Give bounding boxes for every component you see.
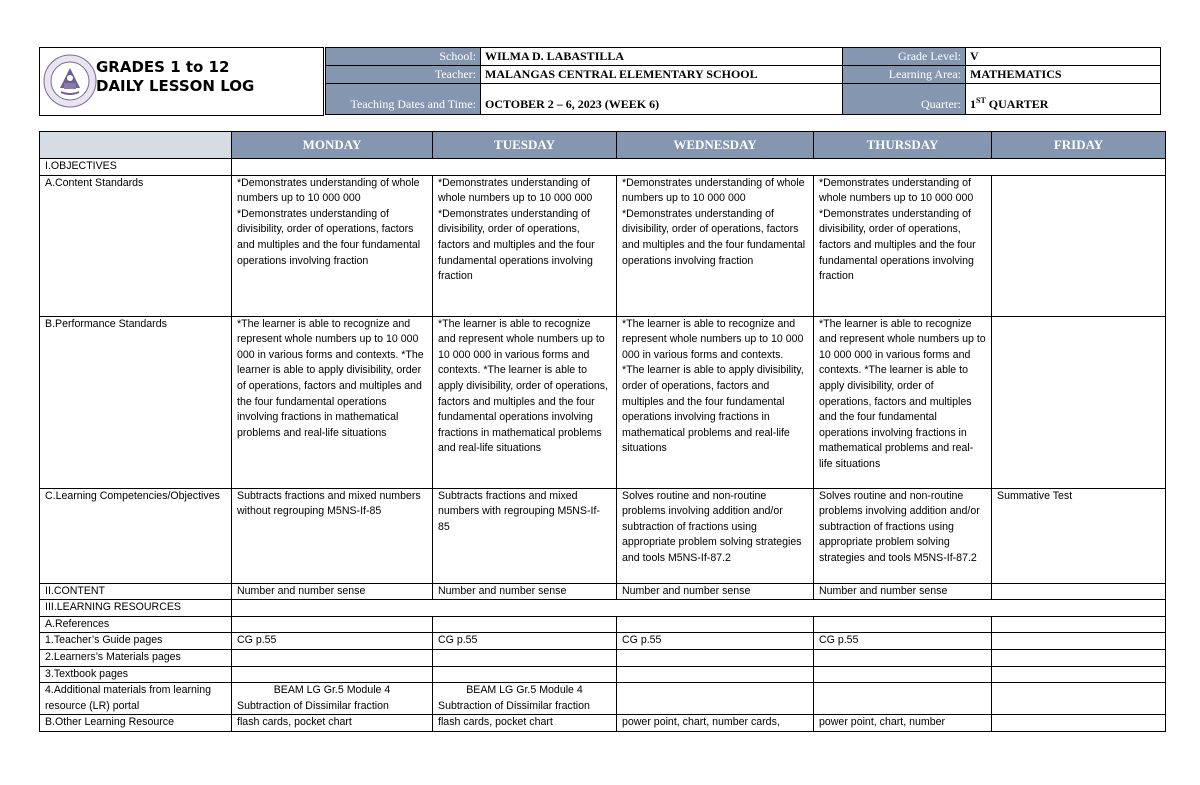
performance-standards-friday [992,316,1166,488]
content-monday: Number and number sense [232,583,433,600]
grade-level-value: V [966,48,1161,66]
learners-materials-wednesday [617,649,814,666]
learners-materials-monday [232,649,433,666]
content-standards-friday [992,175,1166,316]
other-resource-tuesday: flash cards, pocket chart [433,715,617,732]
quarter-ordinal-suffix: ST [976,96,986,105]
competencies-wednesday: Solves routine and non-routine problems involving addition and/or subtraction of fractions using appropriate problem solving strategies and tools M5NS-If-87.2 [617,488,814,583]
references-wednesday [617,616,814,633]
learners-materials-tuesday [433,649,617,666]
other-resource-label: B.Other Learning Resource [40,715,232,732]
teachers-guide-tuesday: CG p.55 [433,633,617,650]
performance-standards-tuesday: *The learner is able to recognize and represent whole numbers up to 10 000 000 in various forms and contexts. *The learner is able to apply divisibility, order of operations, factors and multiples and the four fundamental operations involving fractions in mathematical problems and real-life situations [433,316,617,488]
other-resource-monday: flash cards, pocket chart [232,715,433,732]
additional-materials-monday [232,683,433,715]
additional-materials-thursday [814,683,992,715]
grade-level-label: Grade Level: [843,48,966,66]
teacher-value: MALANGAS CENTRAL ELEMENTARY SCHOOL [481,66,843,84]
doc-title-line1: GRADES 1 to 12 [96,58,230,76]
day-header-wednesday: WEDNESDAY [617,132,814,159]
references-label: A.References [40,616,232,633]
additional-materials-tuesday-line1: BEAM LG Gr.5 Module 4 [466,684,583,697]
textbook-label: 3.Textbook pages [40,666,232,683]
teaching-dates-label: Teaching Dates and Time: [326,84,481,115]
content-standards-wednesday: *Demonstrates understanding of whole numbers up to 10 000 000 *Demonstrates understanding of divisibility, order of operations, factors and multiples and the four fundamental operations involving fraction [617,175,814,316]
competencies-thursday: Solves routine and non-routine problems involving addition and/or subtraction of fractions using appropriate problem solving strategies and tools M5NS-If-87.2 [814,488,992,583]
day-header-tuesday: TUESDAY [433,132,617,159]
info-table [325,47,1161,115]
content-friday [992,583,1166,600]
additional-materials-monday-line1: BEAM LG Gr.5 Module 4 [273,684,391,697]
additional-materials-label: 4.Additional materials from learning resource (LR) portal [40,683,232,715]
learning-area-label: Learning Area: [843,66,966,84]
objectives-label: I.OBJECTIVES [40,159,232,176]
references-thursday [814,616,992,633]
header-title-box [39,47,324,116]
doc-title-line2: DAILY LESSON LOG [96,77,255,95]
content-standards-tuesday: *Demonstrates understanding of whole numbers up to 10 000 000 *Demonstrates understanding of divisibility, order of operations, factors and multiples and the four fundamental operations involving fraction [433,175,617,316]
content-standards-thursday: *Demonstrates understanding of whole numbers up to 10 000 000 *Demonstrates understanding of divisibility, order of operations, factors and multiples and the four fundamental operations involving fraction [814,175,992,316]
corner-header-cell [40,132,232,159]
teachers-guide-label: 1.Teacher’s Guide pages [40,633,232,650]
quarter-number: 1 [970,97,976,111]
other-resource-wednesday: power point, chart, number cards, [617,715,814,732]
learners-materials-label: 2.Learners’s Materials pages [40,649,232,666]
school-value: WILMA D. LABASTILLA [481,48,843,66]
content-standards-label: A.Content Standards [40,175,232,316]
textbook-friday [992,666,1166,683]
teachers-guide-thursday: CG p.55 [814,633,992,650]
learning-resources-label: III.LEARNING RESOURCES [40,600,232,617]
school-label: School: [326,48,481,66]
quarter-word: QUARTER [985,97,1049,111]
textbook-monday [232,666,433,683]
teaching-dates-value: OCTOBER 2 – 6, 2023 (WEEK 6) [481,84,843,115]
objectives-blank [232,159,1166,176]
additional-materials-friday [992,683,1166,715]
content-wednesday: Number and number sense [617,583,814,600]
textbook-tuesday [433,666,617,683]
additional-materials-wednesday [617,683,814,715]
day-header-thursday: THURSDAY [814,132,992,159]
performance-standards-thursday: *The learner is able to recognize and represent whole numbers up to 10 000 000 in various forms and contexts. *The learner is able to apply divisibility, order of operations, factors and multiples and the four fundamental operations involving fractions in mathematical problems and real-life situations [814,316,992,488]
textbook-thursday [814,666,992,683]
content-label: II.CONTENT [40,583,232,600]
performance-standards-wednesday: *The learner is able to recognize and represent whole numbers up to 10 000 000 in various forms and contexts. *The learner is able to apply divisibility, order of operations, factors and multiples and the four fundamental operations involving fractions in mathematical problems and real-life situations [617,316,814,488]
day-header-friday: FRIDAY [992,132,1166,159]
content-thursday: Number and number sense [814,583,992,600]
additional-materials-tuesday [433,683,617,715]
teachers-guide-friday [992,633,1166,650]
learners-materials-friday [992,649,1166,666]
other-resource-thursday: power point, chart, number [814,715,992,732]
deped-seal-logo [43,54,97,108]
competencies-monday: Subtracts fractions and mixed numbers without regrouping M5NS-If-85 [232,488,433,583]
additional-materials-tuesday-line2: Subtraction of Dissimilar fraction [438,699,590,712]
performance-standards-monday: *The learner is able to recognize and represent whole numbers up to 10 000 000 in various forms and contexts. *The learner is able to apply divisibility, order of operations, factors and multiples and the four fundamental operations involving fractions in mathematical problems and real-life situations [232,316,433,488]
performance-standards-label: B.Performance Standards [40,316,232,488]
learning-area-value: MATHEMATICS [966,66,1161,84]
competencies-label: C.Learning Competencies/Objectives [40,488,232,583]
competencies-friday: Summative Test [992,488,1166,583]
quarter-value [966,84,1161,115]
day-header-monday: MONDAY [232,132,433,159]
other-resource-friday [992,715,1166,732]
teacher-label: Teacher: [326,66,481,84]
lesson-log-table [39,131,1166,732]
references-friday [992,616,1166,633]
references-monday [232,616,433,633]
references-tuesday [433,616,617,633]
quarter-label: Quarter: [843,84,966,115]
learning-resources-blank [232,600,1166,617]
teachers-guide-wednesday: CG p.55 [617,633,814,650]
content-tuesday: Number and number sense [433,583,617,600]
competencies-tuesday: Subtracts fractions and mixed numbers with regrouping M5NS-If-85 [433,488,617,583]
teachers-guide-monday: CG p.55 [232,633,433,650]
additional-materials-monday-line2: Subtraction of Dissimilar fraction [237,699,389,712]
content-standards-monday: *Demonstrates understanding of whole numbers up to 10 000 000 *Demonstrates understanding of divisibility, order of operations, factors and multiples and the four fundamental operations involving fraction [232,175,433,316]
learners-materials-thursday [814,649,992,666]
textbook-wednesday [617,666,814,683]
